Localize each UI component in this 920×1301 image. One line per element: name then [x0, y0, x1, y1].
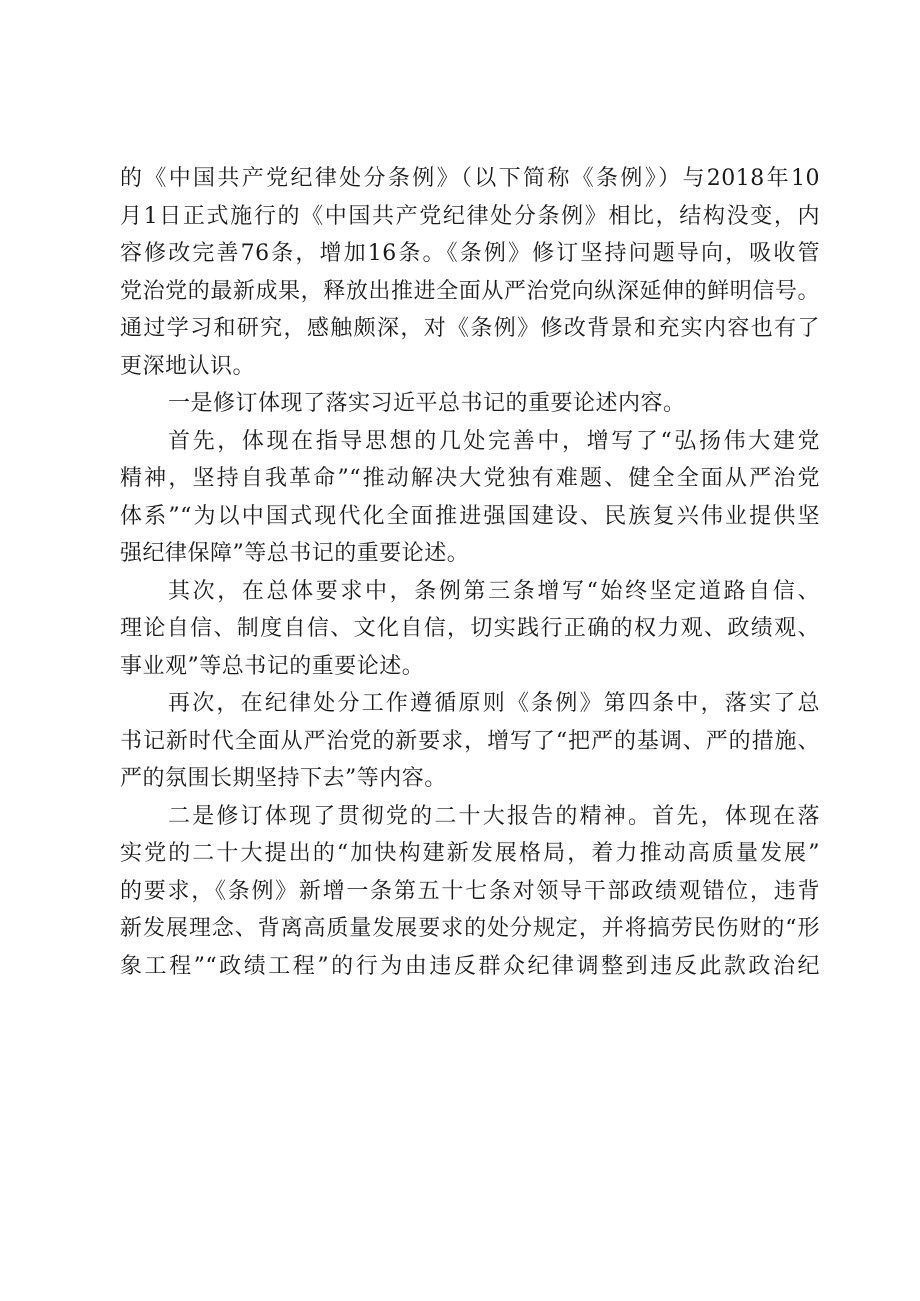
text-line: 一是修订体现了落实习近平总书记的重要论述内容。	[168, 391, 686, 416]
text-line: 实党的二十大提出的“加快构建新发展格局，着力推动高质量发展”	[120, 841, 820, 866]
text-line: 通过学习和研究，感触颇深，对《条例》修改背景和充实内容也有了	[120, 316, 820, 341]
text-line: 月1日正式施行的《中国共产党纪律处分条例》相比，结构没变，内	[120, 203, 820, 229]
text-line: 理论自信、制度自信、文化自信，切实践行正确的权力观、政绩观、	[120, 616, 820, 641]
text-line: 二是修订体现了贯彻党的二十大报告的精神。首先，体现在落	[168, 803, 820, 829]
text-line: 的《中国共产党纪律处分条例》（以下简称《条例》）与2018年10	[120, 166, 820, 191]
text-line: 精神，坚持自我革命”“推动解决大党独有难题、健全全面从严治党	[120, 466, 820, 491]
text-line: 体系”“为以中国式现代化全面推进强国建设、民族复兴伟业提供坚	[120, 503, 820, 529]
text-line: 的要求，《条例》新增一条第五十七条对领导干部政绩观错位，违背	[120, 878, 820, 904]
text-line: 首先，体现在指导思想的几处完善中，增写了“弘扬伟大建党	[168, 428, 820, 454]
text-line: 再次，在纪律处分工作遵循原则《条例》第四条中，落实了总	[168, 691, 820, 716]
text-line: 其次，在总体要求中，条例第三条增写“始终坚定道路自信、	[168, 578, 820, 604]
text-line: 严的氛围长期坚持下去”等内容。	[120, 766, 447, 791]
text-line: 容修改完善76条，增加16条。《条例》修订坚持问题导向，吸收管	[120, 241, 820, 266]
text-line: 更深地认识。	[120, 353, 256, 379]
text-line: 事业观”等总书记的重要论述。	[120, 653, 425, 679]
text-line: 新发展理念、背离高质量发展要求的处分规定，并将搞劳民伤财的“形	[120, 916, 820, 941]
text-line: 书记新时代全面从严治党的新要求，增写了“把严的基调、严的措施、	[120, 728, 820, 754]
text-line: 强纪律保障”等总书记的重要论述。	[120, 541, 470, 566]
text-line: 党治党的最新成果，释放出推进全面从严治党向纵深延伸的鲜明信号。	[120, 278, 820, 304]
document-body	[120, 160, 820, 985]
text-line: 象工程”“政绩工程”的行为由违反群众纪律调整到违反此款政治纪	[120, 953, 820, 979]
